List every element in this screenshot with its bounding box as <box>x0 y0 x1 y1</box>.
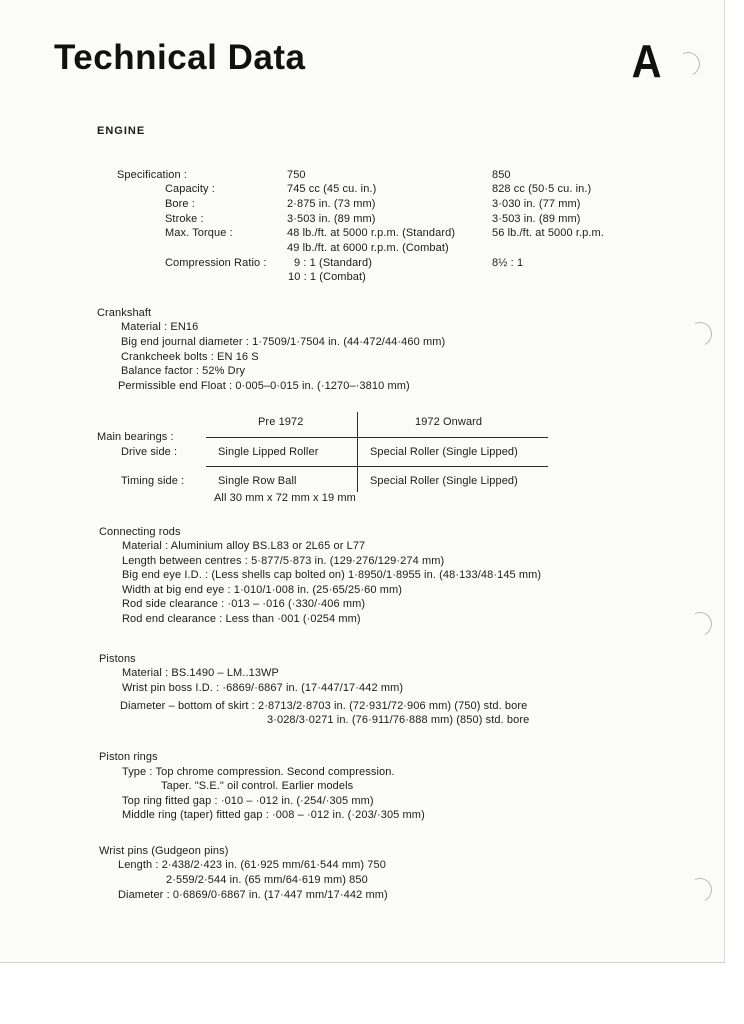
spec-row-850: 56 lb./ft. at 5000 r.p.m. <box>492 227 604 239</box>
wrist-pin-length-850: 2·559/2·544 in. (65 mm/64·619 mm) 850 <box>166 874 368 886</box>
spec-row-label: Stroke : <box>165 213 204 225</box>
pistons-diameter-750: Diameter – bottom of skirt : 2·8713/2·8703 in. (72·931/72·906 mm) (750) std. bore <box>120 700 528 712</box>
timing-side-label: Timing side : <box>121 475 185 487</box>
spec-row-750: 10 : 1 (Combat) <box>288 271 366 283</box>
crankshaft-heading: Crankshaft <box>97 307 152 319</box>
punch-hole-mark <box>685 875 716 906</box>
table-divider <box>206 437 548 438</box>
spec-row-750: 745 cc (45 cu. in.) <box>287 183 377 195</box>
wrist-pin-diameter: Diameter : 0·6869/0·6867 in. (17·447 mm/17·442 mm) <box>118 889 388 901</box>
spec-row-label: Compression Ratio : <box>165 257 267 269</box>
spec-row-850: 3·503 in. (89 mm) <box>492 213 581 225</box>
punch-hole-mark <box>673 49 704 80</box>
col-750-header: 750 <box>287 169 306 181</box>
spec-row-850: 8½ : 1 <box>492 257 524 269</box>
spec-row-750: 3·503 in. (89 mm) <box>287 213 376 225</box>
drive-side-1972-onward: Special Roller (Single Lipped) <box>370 446 518 458</box>
connecting-rods-line: Length between centres : 5·877/5·873 in. (129·276/129·274 mm) <box>122 555 445 567</box>
pistons-line: Material : BS.1490 – LM..13WP <box>122 667 279 679</box>
connecting-rods-line: Rod end clearance : Less than ·001 (·0254 mm) <box>122 613 361 625</box>
timing-side-1972-onward: Special Roller (Single Lipped) <box>370 475 518 487</box>
connecting-rods-line: Material : Aluminium alloy BS.L83 or 2L65 or L77 <box>122 540 366 552</box>
spec-row-750: 49 lb./ft. at 6000 r.p.m. (Combat) <box>287 242 449 254</box>
crankshaft-line: Crankcheek bolts : EN 16 S <box>121 351 259 363</box>
wrist-pin-length-750: Length : 2·438/2·423 in. (61·925 mm/61·544 mm) 750 <box>118 859 386 871</box>
connecting-rods-line: Width at big end eye : 1·010/1·008 in. (25·65/25·60 mm) <box>122 584 403 596</box>
spec-row-label: Capacity : <box>165 183 215 195</box>
connecting-rods-line: Rod side clearance : ·013 – ·016 (·330/·406 mm) <box>122 598 366 610</box>
spec-row-850: 828 cc (50·5 cu. in.) <box>492 183 592 195</box>
connecting-rods-heading: Connecting rods <box>99 526 181 538</box>
spec-row-750: 48 lb./ft. at 5000 r.p.m. (Standard) <box>287 227 456 239</box>
bearings-col-pre1972: Pre 1972 <box>258 416 304 428</box>
spec-row-750: 9 : 1 (Standard) <box>294 257 373 269</box>
piston-rings-type: Type : Top chrome compression. Second compression. <box>122 766 395 778</box>
top-ring-gap: Top ring fitted gap : ·010 – ·012 in. (·254/·305 mm) <box>122 795 374 807</box>
table-column-divider <box>357 412 358 492</box>
timing-side-pre1972: Single Row Ball <box>218 475 297 487</box>
spec-label: Specification : <box>117 169 187 181</box>
piston-rings-type-cont: Taper. "S.E." oil control. Earlier models <box>161 780 354 792</box>
crankshaft-line: Material : EN16 <box>121 321 199 333</box>
crankshaft-line: Big end journal diameter : 1·7509/1·7504 in. (44·472/44·460 mm) <box>121 336 446 348</box>
col-850-header: 850 <box>492 169 511 181</box>
pistons-diameter-850: 3·028/3·0271 in. (76·911/76·888 mm) (850) std. bore <box>267 714 530 726</box>
spec-row-label: Max. Torque : <box>165 227 233 239</box>
punch-hole-mark <box>685 609 716 640</box>
middle-ring-gap: Middle ring (taper) fitted gap : ·008 – ·012 in. (·203/·305 mm) <box>122 809 425 821</box>
spec-row-750: 2·875 in. (73 mm) <box>287 198 376 210</box>
wrist-pins-heading: Wrist pins (Gudgeon pins) <box>99 845 229 857</box>
crankshaft-line: Balance factor : 52% Dry <box>121 365 246 377</box>
piston-rings-heading: Piston rings <box>99 751 158 763</box>
bearings-col-1972-onward: 1972 Onward <box>415 416 483 428</box>
punch-hole-mark <box>685 319 716 350</box>
pistons-line: Wrist pin boss I.D. : ·6869/·6867 in. (17·447/17·442 mm) <box>122 682 404 694</box>
engine-heading: ENGINE <box>97 125 146 137</box>
spec-row-label: Bore : <box>165 198 195 210</box>
connecting-rods-line: Big end eye I.D. : (Less shells cap bolted on) 1·8950/1·8955 in. (48·133/48·145 mm) <box>122 569 542 581</box>
crankshaft-line: Permissible end Float : 0·005–0·015 in. (·1270–·3810 mm) <box>118 380 410 392</box>
section-letter: A <box>631 35 662 87</box>
drive-side-pre1972: Single Lipped Roller <box>218 446 319 458</box>
spec-row-850: 3·030 in. (77 mm) <box>492 198 581 210</box>
bearings-size-note: All 30 mm x 72 mm x 19 mm <box>214 492 356 504</box>
pistons-heading: Pistons <box>99 653 136 665</box>
drive-side-label: Drive side : <box>121 446 178 458</box>
bearings-heading: Main bearings : <box>97 431 174 443</box>
table-divider <box>206 466 548 467</box>
page-title: Technical Data <box>54 38 306 77</box>
